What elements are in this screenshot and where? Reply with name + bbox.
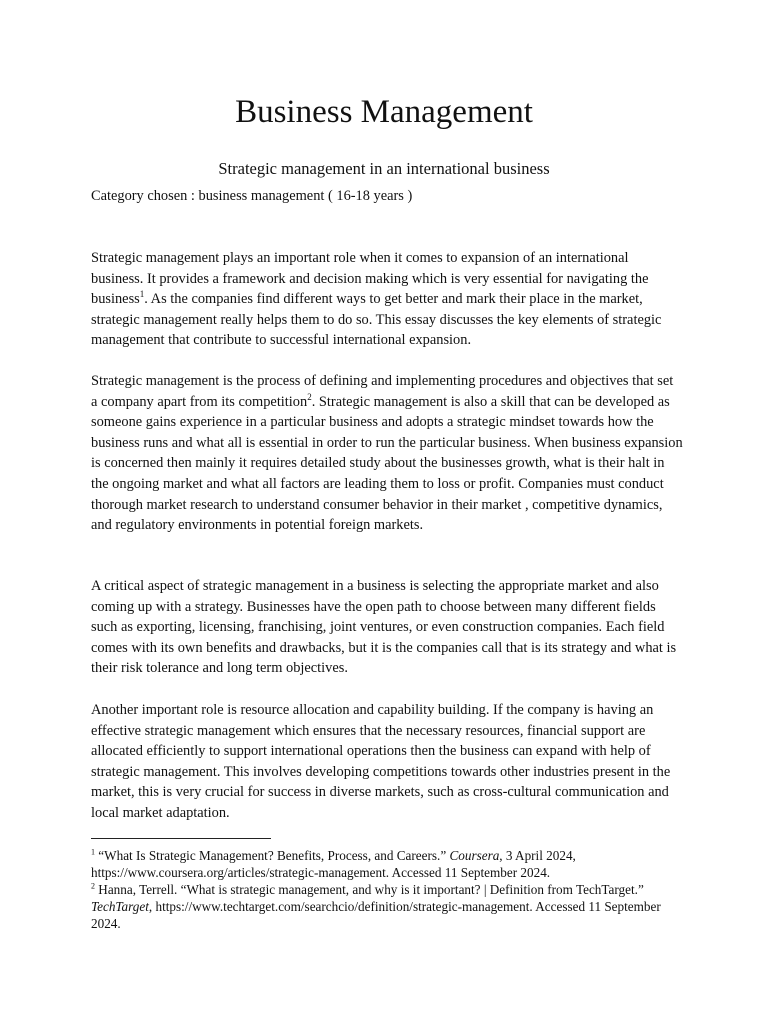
paragraph-2-text-b: . Strategic management is also a skill that can be developed as someone gains experience in a particular business and adopts a strategic mindset towards how the business runs and what all is essential in order to run the particular business. When business expansion is concerned then mainly it requires detailed study about the businesses growth, what is their halt in the ongoing market and what all factors are leading them to loss or profit. Companies must conduct thorough market research to understand consumer behavior in their market , competitive dynamics, and regulatory environments in potential foreign markets. [91, 393, 683, 534]
footnote-1-text-b: , 3 April 2024, https://www.coursera.org/articles/strategic-management. Accessed 11 September 2024. [91, 848, 576, 881]
footnote-2-text-b: , https://www.techtarget.com/searchcio/definition/strategic-management. Accessed 11 September 2024. [91, 899, 661, 932]
paragraph-1 [91, 248, 683, 351]
paragraph-2 [91, 371, 683, 536]
paragraph-2-text-a: Strategic management is the process of defining and implementing procedures and objectives that set a company apart from its competition [91, 373, 674, 410]
paragraph-1-text-a: Strategic management plays an important role when it comes to expansion of an international business. It provides a framework and decision making which is very essential for navigating the business [91, 250, 649, 308]
footnote-2-source: TechTarget [91, 899, 149, 915]
footnote-ref-2[interactable]: 2 [307, 391, 312, 402]
paragraph-4: Another important role is resource allocation and capability building. If the company is having an effective strategic management which ensures that the necessary resources, financial support are allocated efficiently to support international operations then the business can expand with help of strategic management. This involves developing competitions towards other industries present in the market, this is very crucial for success in diverse markets, such as cross-cultural communication and local market adaptation. [91, 702, 671, 821]
footnote-1-marker: 1 [91, 847, 95, 857]
footnote-1 [91, 847, 683, 881]
footnote-1-text-a: “What Is Strategic Management? Benefits, Process, and Careers.” [95, 848, 450, 863]
footnote-1-source: Coursera [449, 848, 500, 863]
footnote-2-text-a: Hanna, Terrell. “What is strategic management, and why is it important? | Definition from TechTarget.” [95, 882, 644, 897]
category-line: Category chosen : business management ( 16-18 years ) [91, 188, 413, 204]
document-subtitle: Strategic management in an international business [218, 159, 550, 178]
footnote-ref-1[interactable]: 1 [139, 289, 145, 300]
footnote-2 [91, 881, 683, 933]
footnote-divider [91, 838, 271, 839]
footnote-2-marker: 2 [91, 881, 95, 891]
document-title: Business Management [235, 94, 533, 130]
paragraph-1-text-b: . As the companies find different ways to get better and mark their place in the market, strategic management really helps them to do so. This essay discusses the key elements of strategic management that contribute to successful international expansion. [91, 291, 662, 349]
paragraph-3: A critical aspect of strategic management in a business is selecting the appropriate market and also coming up with a strategy. Businesses have the open path to choose between many different fields such as exporting, licensing, franchising, joint ventures, or even construction companies. Each field comes with its own benefits and drawbacks, but it is the companies call that is its strategy and what is their risk tolerance and long term objectives. [91, 578, 677, 677]
